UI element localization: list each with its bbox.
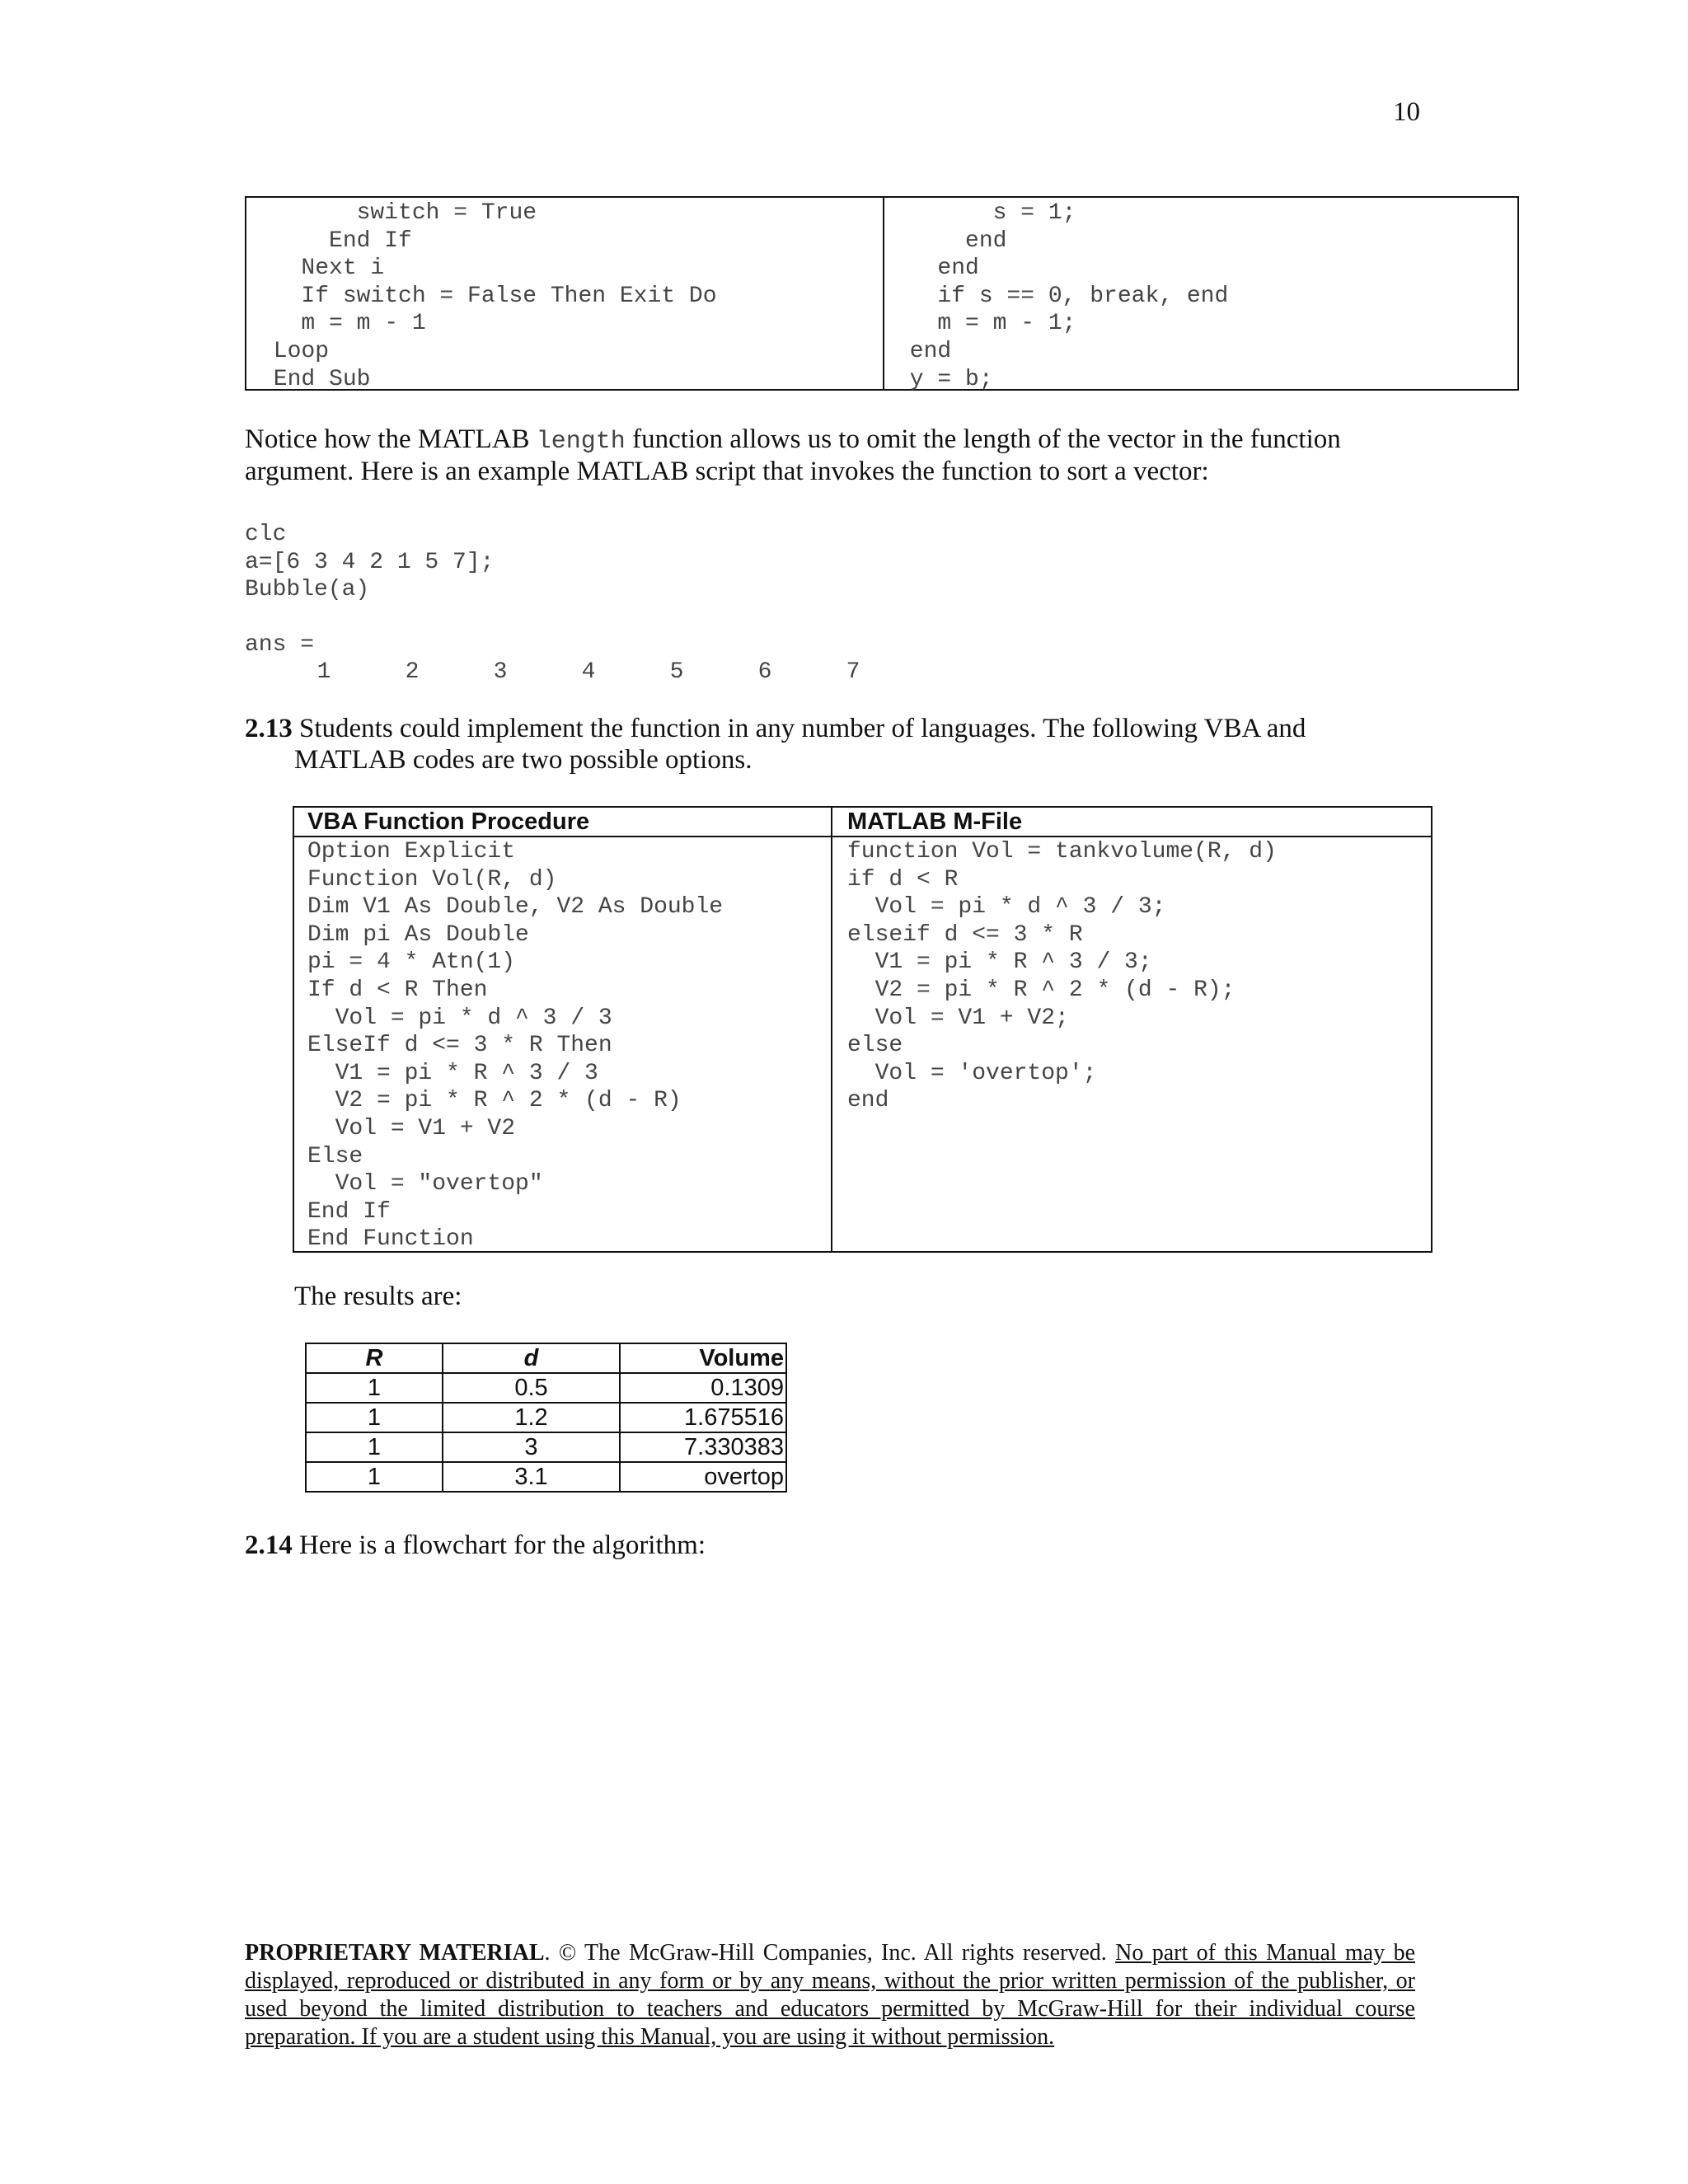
ans-value: 5 <box>669 659 684 685</box>
vba-header: VBA Function Procedure <box>307 808 590 835</box>
results-table <box>305 1343 787 1493</box>
table-cell: 0.5 <box>443 1373 620 1403</box>
column-header: d <box>443 1343 620 1373</box>
section-number: 2.13 <box>245 714 293 743</box>
header-divider <box>294 836 1431 837</box>
notice-text-part2: function allows us to omit the length of the vector in the function <box>625 424 1341 454</box>
footer-underlined: No part of this Manual may be displayed, reproduced or distributed in any form or by any means, without the prior written permission of the publisher, or used beyond the limited distribution to teachers and educators permitted by McGraw-Hill for their individual course preparation. If you are a student using this Manual, you are using it without permission. <box>245 1940 1416 2050</box>
length-function-code: length <box>536 428 626 456</box>
table-cell: 1 <box>306 1432 443 1462</box>
matlab-code: function Vol = tankvolume(R, d) if d < R Vol = pi * d ^ 3 / 3; elseif d <= 3 * R V1 = pi * R ^ 3 / 3; V2 = pi * R ^ 2 * (d - R); Vol = V1 + V2; else Vol = 'overtop'; end <box>847 839 1277 1114</box>
notice-text-part1: Notice how the MATLAB <box>245 424 537 454</box>
copyright-footer <box>245 1939 1415 2051</box>
section-2-14 <box>245 1530 706 1562</box>
ans-value: 4 <box>581 659 596 685</box>
table-cell: 0.1309 <box>620 1373 786 1403</box>
table-cell: 3.1 <box>443 1462 620 1492</box>
section-2-13-line1 <box>245 713 1306 745</box>
column-header: R <box>306 1343 443 1373</box>
section-text: Here is a flowchart for the algorithm: <box>292 1530 706 1560</box>
ans-label: ans = <box>245 632 315 658</box>
ans-value: 1 <box>316 659 331 685</box>
code-continuation-table <box>245 196 1519 391</box>
matlab-code-continuation: s = 1; end end if s == 0, break, end m = m - 1; end y = b; <box>909 200 1229 392</box>
table-row <box>306 1432 786 1462</box>
table-cell: 1 <box>306 1403 443 1432</box>
ans-value: 3 <box>493 659 508 685</box>
table-cell: 7.330383 <box>620 1432 786 1462</box>
footer-plain: . © The McGraw-Hill Companies, Inc. All rights reserved. <box>544 1940 1116 1966</box>
section-2-13-line2: MATLAB codes are two possible options. <box>294 745 753 775</box>
table-cell: 1.2 <box>443 1403 620 1432</box>
table-cell: 3 <box>443 1432 620 1462</box>
column-divider <box>883 198 884 389</box>
table-cell: overtop <box>620 1462 786 1492</box>
table-cell: 1 <box>306 1373 443 1403</box>
ans-output-row <box>245 659 904 687</box>
notice-paragraph-line1 <box>245 424 1341 458</box>
notice-paragraph-line2: argument. Here is an example MATLAB script that invokes the function to sort a vector: <box>245 457 1209 486</box>
column-divider <box>831 808 832 1251</box>
ans-value: 2 <box>405 659 420 685</box>
vba-code-continuation: switch = True End If Next i If switch = False Then Exit Do m = m - 1 Loop End Sub <box>273 200 717 392</box>
section-text: Students could implement the function in any number of languages. The following VBA and <box>292 714 1306 743</box>
ans-value: 7 <box>846 659 860 685</box>
table-header-row <box>306 1343 786 1373</box>
table-row <box>306 1403 786 1432</box>
column-header: Volume <box>620 1343 786 1373</box>
vba-matlab-code-table <box>293 806 1432 1253</box>
footer-bold: PROPRIETARY MATERIAL <box>245 1940 545 1966</box>
matlab-script-code: clc a=[6 3 4 2 1 5 7]; Bubble(a) <box>245 522 495 603</box>
page-number: 10 <box>1393 97 1420 127</box>
matlab-header: MATLAB M-File <box>847 808 1023 835</box>
table-cell: 1 <box>306 1462 443 1492</box>
ans-value: 6 <box>757 659 772 685</box>
table-cell: 1.675516 <box>620 1403 786 1432</box>
table-row <box>306 1373 786 1403</box>
vba-code: Option Explicit Function Vol(R, d) Dim V1 As Double, V2 As Double Dim pi As Double pi = 4 * Atn(1) If d < R Then Vol = pi * d ^ 3 / 3 ElseIf d <= 3 * R Then V1 = pi * R ^ 3 / 3 V2 = pi * R ^ 2 * (d - R) Vol = V1 + V2 Else Vol = "overtop" End If End Function <box>307 839 724 1253</box>
results-intro: The results are: <box>294 1282 462 1311</box>
table-row <box>306 1462 786 1492</box>
section-number: 2.14 <box>245 1530 293 1560</box>
